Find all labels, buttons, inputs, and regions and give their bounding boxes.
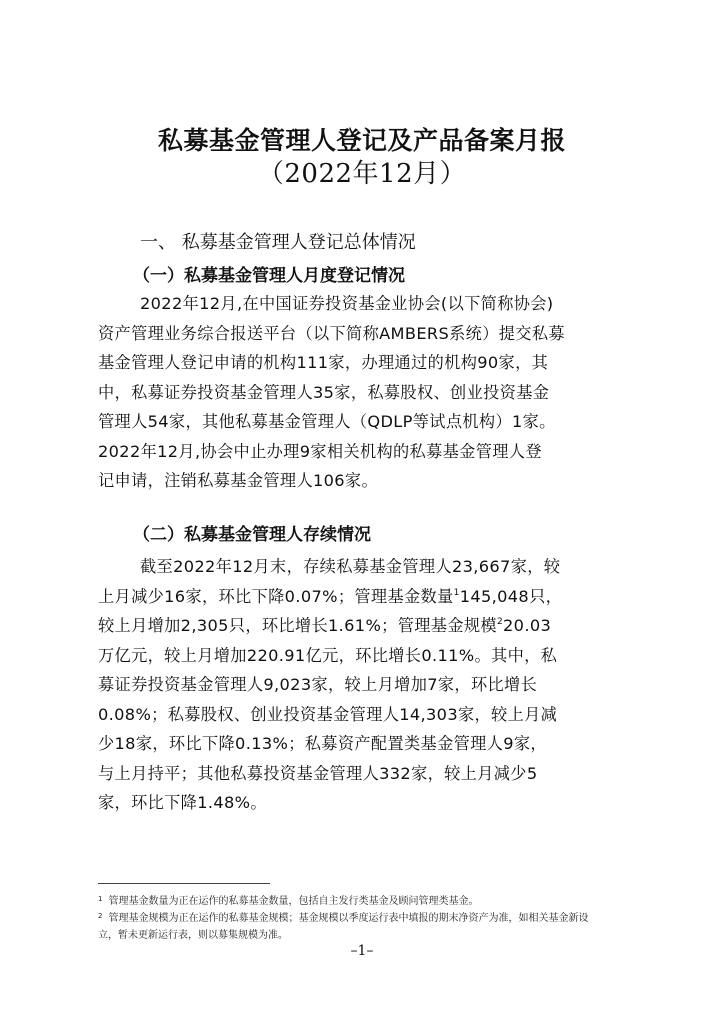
paragraph-line [98, 611, 630, 641]
footnote-ref-1[interactable]: 1 [453, 587, 460, 598]
paragraph-line: 2022年12月,协会中止办理9家相关机构的私募基金管理人登 [98, 441, 542, 461]
text-segment: 上月减少16家，环比下降0.07%；管理基金数量 [98, 586, 454, 606]
text-segment: 20.03 [503, 616, 552, 635]
footnote-divider [98, 883, 270, 884]
paragraph-line: 截至2022年12月末，存续私募基金管理人23,667家，较 [140, 557, 561, 576]
paragraph-line: 万亿元，较上月增加220.91亿元，环比增长0.11%。其中，私 [98, 645, 558, 665]
paragraph-monthly-registration [98, 289, 630, 496]
footnote-2 [98, 908, 638, 944]
paragraph-line: 中，私募证券投资基金管理人35家，私募股权、创业投资基金 [98, 382, 550, 402]
paragraph-line: 募证券投资基金管理人9,023家，较上月增加7家，环比增长 [98, 675, 538, 694]
paragraph-line: 2022年12月,在中国证券投资基金业协会(以下简称协会) [140, 294, 554, 313]
subsection-heading-2: （二）私募基金管理人存续情况 [133, 525, 371, 545]
paragraph-line: 记申请，注销私募基金管理人106家。 [98, 471, 379, 490]
report-subtitle: （2022年12月） [257, 159, 467, 189]
paragraph-line: 资产管理业务综合报送平台（以下简称AMBERS系统）提交私募 [98, 323, 565, 343]
text-segment: 145,048只， [459, 586, 563, 606]
report-title: 私募基金管理人登记及产品备案月报 [157, 126, 566, 155]
paragraph-line: 基金管理人登记申请的机构111家，办理通过的机构90家，其 [98, 353, 549, 372]
footnote-ref-2[interactable]: 2 [496, 617, 504, 627]
footnote-text: 管理基金规模为正在运作的私募基金规模；基金规模以季度运行表中填报的期末净资产为准，如相关基金新设 [108, 913, 589, 924]
subsection-heading-1: （一）私募基金管理人月度登记情况 [133, 266, 405, 286]
footnote-text: 管理基金数量为正在运作的私募基金数量，包括自主发行类基金及顾问管理类基金。 [108, 896, 479, 907]
paragraph-line: 少18家，环比下降0.13%；私募资产配置类基金管理人9家， [98, 734, 547, 753]
text-segment: 较上月增加2,305只，环比增长1.61%；管理基金规模 [98, 616, 497, 635]
section-heading-1: 一、 私募基金管理人登记总体情况 [140, 232, 416, 253]
paragraph-line: 与上月持平；其他私募投资基金管理人332家，较上月减少5 [98, 763, 538, 783]
footnote-number: 2 [98, 912, 103, 920]
page-number: –1– [350, 943, 374, 959]
paragraph-line: 管理人54家，其他私募基金管理人（QDLP等试点机构）1家。 [98, 412, 556, 431]
paragraph-line: 0.08%；私募股权、创业投资基金管理人14,303家，较上月减 [98, 704, 558, 724]
paragraph-line [98, 582, 630, 612]
footnote-number: 1 [98, 895, 103, 903]
paragraph-line: 家，环比下降1.48%。 [98, 793, 267, 812]
paragraph-existing-managers [98, 552, 630, 818]
footnote-text: 立，暂未更新运行表，则以募集规模为准。 [98, 930, 288, 941]
